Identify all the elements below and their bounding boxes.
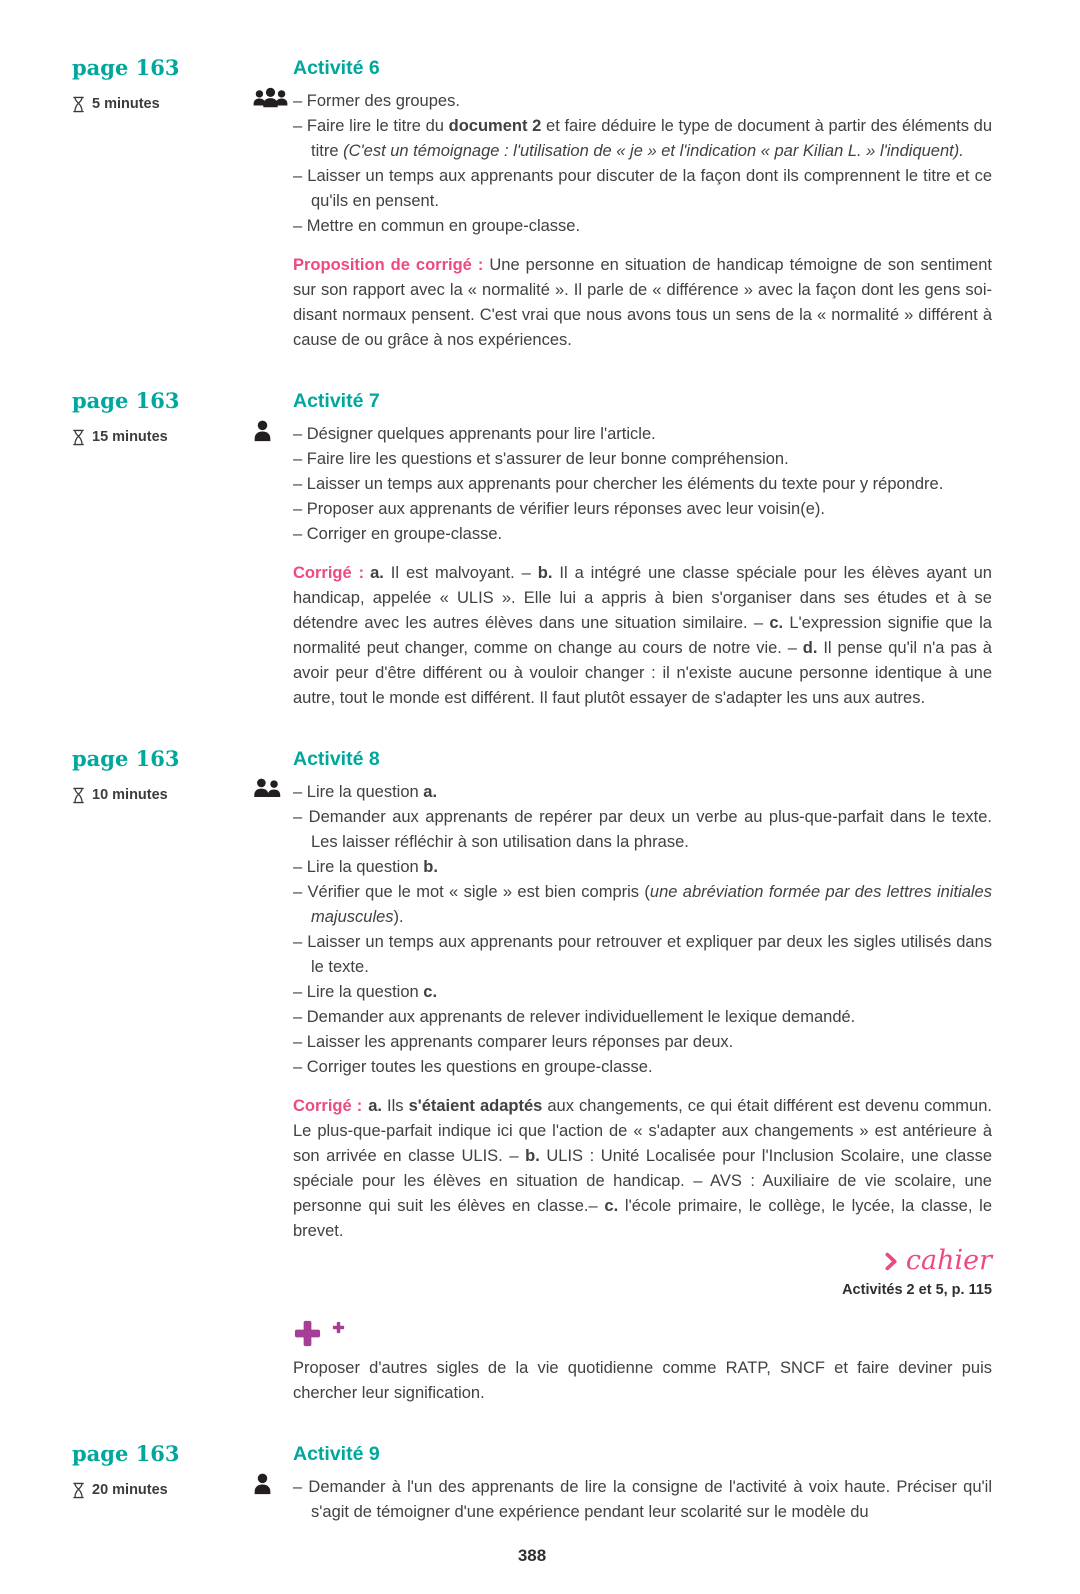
instruction-item: – Demander aux apprenants de relever individuellement le lexique demandé. <box>293 1005 992 1030</box>
instruction-list <box>293 89 992 239</box>
page-number: 388 <box>517 1546 547 1565</box>
duration <box>72 92 252 117</box>
duration <box>72 783 252 808</box>
instruction-item: – Laisser un temps aux apprenants pour chercher les éléments du texte pour y répondre. <box>293 472 992 497</box>
correction-paragraph <box>293 1094 992 1244</box>
instruction-item: – Désigner quelques apprenants pour lire l'article. <box>293 422 992 447</box>
duration-label: 20 minutes <box>92 1482 168 1498</box>
cahier-reference: Activités 2 et 5, p. 115 <box>842 1282 992 1298</box>
activity-title: Activité 7 <box>293 390 380 412</box>
single-person-icon <box>252 1473 273 1498</box>
single-person-icon <box>252 420 273 445</box>
extra-activity-marker <box>293 1319 992 1348</box>
page-reference: page 163 <box>72 1441 180 1466</box>
correction-paragraph <box>293 561 992 711</box>
instruction-item: – Proposer aux apprenants de vérifier leurs réponses avec leur voisin(e). <box>293 497 992 522</box>
grouping-icon-cell <box>252 389 293 711</box>
three-people-icon <box>252 87 289 111</box>
correction-text: Une personne en situation de handicap témoigne de son sentiment sur son rapport avec la « normalité ». Il parle de « différence » avec la façon dont les gens soi-disant normaux pensent. C'est vrai que nous avons tous un sens de la « normalité » différent à cause de ou grâce à nos expériences. <box>293 256 992 349</box>
instruction-item: – Faire lire les questions et s'assurer de leur bonne compréhension. <box>293 447 992 472</box>
page-reference: page 163 <box>72 746 180 771</box>
duration <box>72 425 252 450</box>
activity-8-section <box>72 747 992 1406</box>
cahier-label: cahier <box>905 1245 992 1276</box>
instruction-item: – Mettre en commun en groupe-classe. <box>293 214 992 239</box>
correction-text: a. Ils s'étaient adaptés aux changements, ce qui était différent est devenu commun. Le plus-que-parfait indique ici que l'action de « s'adapter aux changements » est antérieure à son arrivée en classe ULIS. – b. ULIS : Unité Localisée pour l'Inclusion Scolaire, une classe spéciale pour les élèves en situation de handicap. – AVS : Auxiliaire de vie scolaire, une personne qui suit les élèves en classe.– c. l'école primaire, le collège, le lycée, la classe, le brevet. <box>293 1097 992 1240</box>
chevron-right-icon <box>885 1252 897 1271</box>
instruction-item: – Former des groupes. <box>293 89 992 114</box>
grouping-icon-cell <box>252 1442 293 1525</box>
correction-paragraph <box>293 253 992 353</box>
activity-title: Activité 9 <box>293 1443 380 1465</box>
duration <box>72 1478 252 1503</box>
two-people-icon <box>252 778 282 801</box>
page-reference: page 163 <box>72 388 180 413</box>
activity-content <box>293 1442 992 1525</box>
instruction-item: – Corriger toutes les questions en groupe-classe. <box>293 1055 992 1080</box>
left-rail <box>72 747 252 1406</box>
instruction-item: – Laisser un temps aux apprenants pour discuter de la façon dont ils comprennent le titre et ce qu'ils en pensent. <box>293 164 992 214</box>
instruction-list <box>293 422 992 547</box>
hourglass-icon <box>72 787 85 804</box>
correction-label: Proposition de corrigé : <box>293 256 484 274</box>
left-rail <box>72 1442 252 1525</box>
page-reference: page 163 <box>72 55 180 80</box>
instruction-list <box>293 780 992 1080</box>
hourglass-icon <box>72 96 85 113</box>
instruction-list <box>293 1475 992 1525</box>
grouping-icon-cell <box>252 56 293 353</box>
activity-title: Activité 6 <box>293 57 380 79</box>
cahier-note <box>293 1246 992 1276</box>
instruction-item: – Lire la question a. <box>293 780 992 805</box>
activity-content <box>293 389 992 711</box>
duration-label: 5 minutes <box>92 96 160 112</box>
duration-label: 15 minutes <box>92 429 168 445</box>
hourglass-icon <box>72 429 85 446</box>
duration-label: 10 minutes <box>92 787 168 803</box>
instruction-item: – Lire la question c. <box>293 980 992 1005</box>
instruction-item: – Faire lire le titre du document 2 et faire déduire le type de document à partir des éléments du titre (C'est un témoignage : l'utilisation de « je » et l'indication « par Kilian L. » l'indiquent). <box>293 114 992 164</box>
activity-6-section <box>72 56 992 353</box>
instruction-item: – Laisser un temps aux apprenants pour retrouver et expliquer par deux les sigles utilisés dans le texte. <box>293 930 992 980</box>
grouping-icon-cell <box>252 747 293 1406</box>
activity-title: Activité 8 <box>293 748 380 770</box>
instruction-item: – Demander à l'un des apprenants de lire la consigne de l'activité à voix haute. Préciser qu'il s'agit de témoigner d'une expérience pendant leur scolarité sur le modèle du <box>293 1475 992 1525</box>
correction-label: Corrigé : <box>293 564 365 582</box>
left-rail <box>72 389 252 711</box>
instruction-item: – Laisser les apprenants comparer leurs réponses par deux. <box>293 1030 992 1055</box>
instruction-item: – Vérifier que le mot « sigle » est bien compris (une abréviation formée par des lettres initiales majuscules). <box>293 880 992 930</box>
activity-7-section <box>72 389 992 711</box>
activity-content <box>293 56 992 353</box>
correction-label: Corrigé : <box>293 1097 363 1115</box>
instruction-item: – Demander aux apprenants de repérer par deux un verbe au plus-que-parfait dans le texte. Les laisser réfléchir à son utilisation dans la phrase. <box>293 805 992 855</box>
activity-9-section <box>72 1442 992 1525</box>
correction-text: a. Il est malvoyant. – b. Il a intégré une classe spéciale pour les élèves ayant un handicap, appelée « ULIS ». Elle lui a appris à bien s'organiser dans ses études et à se détendre avec les autres élèves dans une situation similaire. – c. L'expression signifie que la normalité peut changer, comme on change au cours de notre vie. – d. Il pense qu'il n'a pas à avoir peur d'être différent ou à vouloir changer : il n'existe aucune personne identique à une autre, tout le monde est différent. Il faut plutôt essayer de s'adapter les uns aux autres. <box>293 564 992 707</box>
left-rail <box>72 56 252 353</box>
extra-activity-text: Proposer d'autres sigles de la vie quotidienne comme RATP, SNCF et faire deviner puis chercher leur signification. <box>293 1359 992 1402</box>
small-plus-icon <box>332 1321 345 1334</box>
plus-icon <box>293 1319 322 1348</box>
instruction-item: – Corriger en groupe-classe. <box>293 522 992 547</box>
hourglass-icon <box>72 1482 85 1499</box>
activity-content <box>293 747 992 1406</box>
instruction-item: – Lire la question b. <box>293 855 992 880</box>
